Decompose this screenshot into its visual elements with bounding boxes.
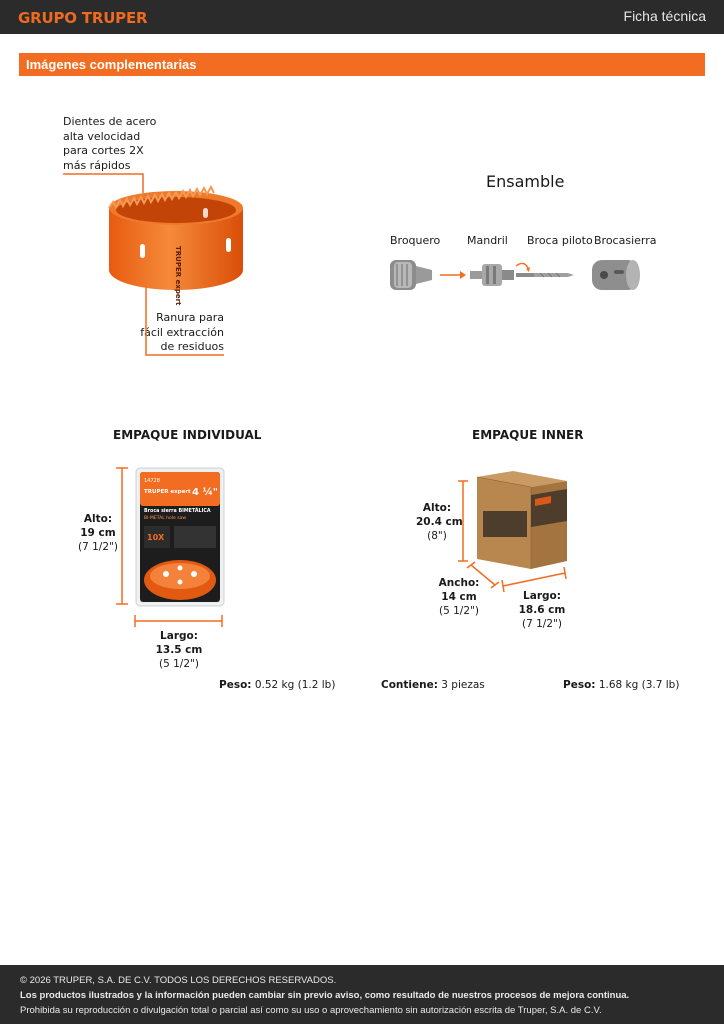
dim-imperial: (8")	[427, 530, 447, 542]
assembly-diagram	[388, 254, 648, 296]
inner-ancho	[436, 576, 482, 618]
arrow-right-icon	[440, 271, 466, 279]
assembly-title: Ensamble	[486, 172, 565, 191]
dim-imperial: (5 1/2")	[439, 605, 479, 617]
blister-code: 14728	[144, 478, 160, 484]
inner-largo	[518, 589, 566, 631]
dim-imperial: (7 1/2")	[78, 541, 118, 553]
assembly-label-broquero: Broquero	[390, 234, 441, 247]
spec-label: Peso:	[219, 679, 252, 691]
inner-alto	[416, 501, 463, 543]
saw-brand-mark: TRUPER expert	[174, 246, 182, 306]
hole-saw-icon	[592, 260, 640, 290]
assembly-label-broca-piloto: Broca piloto	[527, 234, 593, 247]
blister-line2: BI-METAL hole saw	[144, 516, 187, 521]
footer-legal: Prohibida su reproducción o divulgación total o parcial así como su uso o aprovechamiento sin autorización escrita de Truper, S.A. de C.V.	[20, 1005, 602, 1016]
dim-imperial: (7 1/2")	[522, 618, 562, 630]
spec-value: 3 piezas	[441, 679, 485, 691]
dim-metric: 14 cm	[441, 591, 477, 603]
blister-badge: 10X	[147, 533, 165, 542]
spec-value: 0.52 kg (1.2 lb)	[254, 679, 336, 691]
dim-metric: 19 cm	[80, 527, 116, 539]
callout-slot-line: Ranura para	[156, 311, 224, 324]
footer	[0, 965, 724, 1024]
spec-peso-individual	[219, 679, 335, 691]
spec-peso-inner	[563, 679, 679, 691]
dim-metric: 18.6 cm	[518, 604, 566, 616]
spec-value: 1.68 kg (3.7 lb)	[598, 679, 680, 691]
callout-teeth-line: Dientes de acero	[63, 115, 157, 128]
footer-notice: Los productos ilustrados y la información pueden cambiar sin previo aviso, como resultado de nuestros procesos de mejora continua.	[20, 990, 630, 1001]
arbor-icon	[470, 264, 514, 286]
callout-slot-line: de residuos	[160, 340, 224, 353]
callout-slot-line: fácil extracción	[140, 325, 224, 339]
dim-label: Alto:	[422, 502, 452, 514]
brand-logo: GRUPO TRUPER	[18, 9, 148, 27]
individual-alto	[78, 512, 118, 554]
dim-label: Largo:	[523, 590, 561, 602]
curved-arrow-icon	[516, 263, 530, 272]
assembly-label-mandril: Mandril	[467, 234, 508, 247]
doc-type-label: Ficha técnica	[623, 8, 706, 24]
dim-imperial: (5 1/2")	[159, 658, 199, 670]
blister-brand: TRUPER expert	[144, 489, 191, 495]
individual-pack-title: EMPAQUE INDIVIDUAL	[113, 428, 262, 442]
section-title: Imágenes complementarias	[26, 57, 197, 72]
inner-pack-title: EMPAQUE INNER	[472, 428, 584, 442]
spec-label: Contiene:	[381, 679, 438, 691]
blister-size: 4 ¼"	[192, 487, 219, 498]
callout-teeth-line: para cortes 2X	[63, 144, 144, 157]
dim-label: Ancho:	[438, 577, 480, 589]
callout-teeth-line: más rápidos	[63, 158, 131, 172]
dim-metric: 20.4 cm	[416, 516, 463, 528]
callout-teeth-line: alta velocidad	[63, 129, 141, 143]
chuck-icon	[390, 260, 432, 290]
assembly-label-brocasierra: Brocasierra	[594, 234, 657, 247]
spec-label: Peso:	[563, 679, 596, 691]
individual-largo	[150, 629, 208, 671]
pilot-bit-icon	[516, 273, 574, 277]
blister-pack-image	[136, 468, 224, 606]
dim-label: Largo:	[160, 630, 198, 642]
dim-label: Alto:	[83, 513, 113, 525]
footer-copyright: © 2026 TRUPER, S.A. DE C.V. TODOS LOS DERECHOS RESERVADOS.	[20, 975, 337, 986]
hole-saw-image	[106, 186, 246, 306]
spec-contiene	[381, 679, 485, 691]
blister-line1: Broca sierra BIMETÁLICA	[144, 509, 211, 514]
dim-metric: 13.5 cm	[155, 644, 203, 656]
